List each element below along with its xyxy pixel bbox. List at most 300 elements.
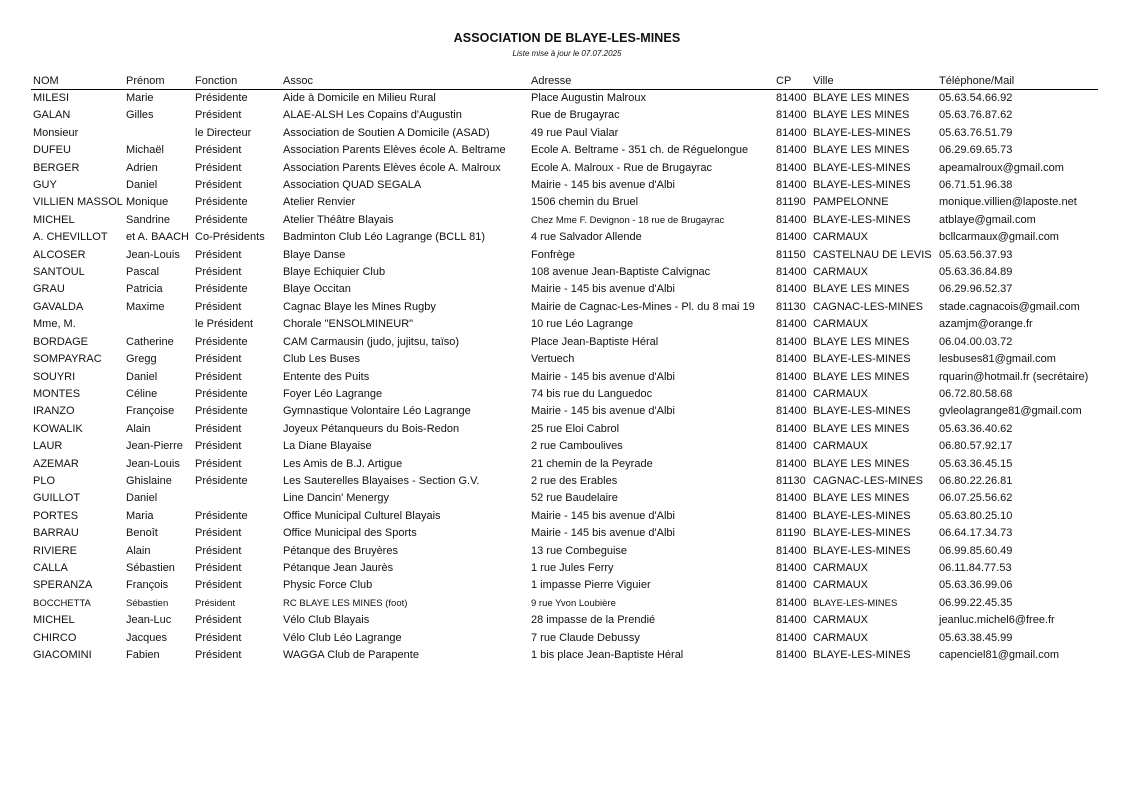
cell-cp: 81400	[776, 318, 807, 331]
cell-ville: BLAYE LES MINES	[813, 92, 910, 104]
column-header-prenom: Prénom	[124, 73, 193, 90]
cell-prenom: Monique	[126, 196, 169, 209]
cell-fonction: Présidente	[195, 405, 248, 418]
cell-ville: BLAYE-LES-MINES	[813, 179, 911, 192]
column-header-ville: Ville	[811, 73, 937, 90]
cell-prenom: Jean-Louis	[126, 248, 180, 261]
cell-fonction: Présidente	[195, 92, 248, 104]
cell-ville: CARMAUX	[813, 387, 869, 400]
document-subtitle: Liste mise à jour le 07.07.2025	[512, 49, 622, 58]
cell-ville: CARMAUX	[813, 266, 869, 279]
cell-assoc: Pétanque Jean Jaurès	[283, 561, 394, 574]
cell-assoc: Aide à Domicile en Milieu Rural	[283, 92, 436, 104]
cell-telephone-mail: 05.63.56.37.93	[939, 248, 1013, 261]
cell-nom: PORTES	[33, 509, 79, 522]
cell-ville: BLAYE LES MINES	[813, 144, 910, 157]
cell-nom: MICHEL	[33, 213, 75, 226]
cell-adresse: 1506 chemin du Bruel	[531, 196, 639, 209]
cell-nom: RIVIERE	[33, 544, 78, 557]
cell-adresse: 13 rue Combeguise	[531, 544, 628, 557]
cell-prenom: Ghislaine	[126, 474, 172, 487]
cell-nom: BARRAU	[33, 527, 79, 540]
cell-fonction: Président	[195, 597, 236, 609]
table-body	[31, 90, 1098, 665]
cell-cp: 81400	[776, 405, 807, 418]
cell-nom: IRANZO	[33, 405, 75, 418]
column-header-nom: NOM	[31, 73, 124, 90]
cell-fonction: Présidente	[195, 387, 248, 400]
cell-nom: LAUR	[33, 440, 63, 453]
cell-fonction: Président	[195, 457, 242, 470]
cell-nom: GIACOMINI	[33, 649, 92, 661]
cell-cp: 81400	[776, 457, 807, 470]
table-row	[31, 647, 1098, 664]
cell-cp: 81400	[776, 231, 807, 244]
cell-nom: GAVALDA	[33, 300, 84, 313]
cell-prenom: Sébastien	[126, 561, 175, 574]
cell-assoc: Atelier Théâtre Blayais	[283, 213, 394, 226]
cell-telephone-mail: 06.72.80.58.68	[939, 387, 1013, 400]
table-row	[31, 369, 1098, 386]
cell-fonction: Président	[195, 161, 242, 174]
cell-prenom: Alain	[126, 544, 151, 557]
cell-telephone-mail: monique.villien@laposte.net	[939, 196, 1077, 209]
cell-telephone-mail: stade.cagnacois@gmail.com	[939, 300, 1080, 313]
cell-fonction: Président	[195, 527, 242, 540]
cell-cp: 81190	[776, 196, 806, 209]
cell-prenom: Michaël	[126, 144, 164, 157]
cell-fonction: Président	[195, 300, 242, 313]
cell-ville: CARMAUX	[813, 614, 869, 627]
cell-nom: KOWALIK	[33, 422, 83, 435]
cell-assoc: Physic Force Club	[283, 579, 373, 592]
cell-prenom: Fabien	[126, 649, 160, 661]
cell-telephone-mail: 05.63.76.51.79	[939, 126, 1013, 139]
cell-nom: GUY	[33, 179, 57, 192]
cell-fonction: Président	[195, 266, 242, 279]
cell-prenom: Daniel	[126, 370, 158, 383]
cell-assoc: Gymnastique Volontaire Léo Lagrange	[283, 405, 471, 418]
cell-cp: 81400	[776, 440, 807, 453]
cell-cp: 81400	[776, 544, 807, 557]
cell-telephone-mail: 06.99.22.45.35	[939, 596, 1013, 609]
cell-fonction	[193, 490, 281, 507]
cell-cp: 81150	[776, 248, 806, 261]
cell-nom: A. CHEVILLOT	[33, 231, 108, 244]
cell-nom: GRAU	[33, 283, 65, 296]
table-row	[31, 560, 1098, 577]
cell-nom: BORDAGE	[33, 335, 89, 348]
cell-fonction: Président	[195, 579, 242, 592]
cell-cp: 81400	[776, 561, 807, 574]
cell-prenom: Maxime	[126, 300, 165, 313]
cell-nom: MILESI	[33, 92, 70, 104]
cell-adresse: 9 rue Yvon Loubière	[531, 597, 616, 609]
cell-cp: 81130	[776, 300, 806, 313]
cell-assoc: Les Sauterelles Blayaises - Section G.V.	[283, 474, 480, 487]
cell-adresse: 25 rue Eloi Cabrol	[531, 422, 620, 435]
cell-prenom: Patricia	[126, 283, 163, 296]
cell-adresse: Mairie - 145 bis avenue d'Albi	[531, 370, 675, 383]
cell-prenom: Céline	[126, 387, 158, 400]
table-row	[31, 456, 1098, 473]
cell-ville: BLAYE LES MINES	[813, 422, 910, 435]
cell-assoc: Association Parents Elèves école A. Beltrame	[283, 144, 506, 157]
cell-telephone-mail: 05.63.80.25.10	[939, 509, 1013, 522]
cell-prenom: François	[126, 579, 169, 592]
cell-telephone-mail: 05.63.76.87.62	[939, 109, 1013, 122]
table-row	[31, 194, 1098, 211]
table-row	[31, 386, 1098, 403]
cell-telephone-mail: 05.63.36.40.62	[939, 422, 1013, 435]
cell-assoc: La Diane Blayaise	[283, 440, 372, 453]
cell-ville: BLAYE LES MINES	[813, 370, 910, 383]
cell-ville: CAGNAC-LES-MINES	[813, 300, 924, 313]
cell-prenom: Jean-Pierre	[126, 440, 183, 453]
cell-adresse: Place Augustin Malroux	[531, 92, 646, 104]
table-row	[31, 264, 1098, 281]
cell-telephone-mail: bcllcarmaux@gmail.com	[939, 231, 1059, 244]
cell-assoc: WAGGA Club de Parapente	[283, 649, 419, 661]
cell-ville: CARMAUX	[813, 631, 869, 644]
cell-adresse: 74 bis rue du Languedoc	[531, 387, 653, 400]
cell-cp: 81400	[776, 370, 807, 383]
cell-prenom: Benoît	[126, 527, 158, 540]
table-header-row	[31, 73, 1098, 90]
cell-nom: SOMPAYRAC	[33, 353, 102, 366]
cell-telephone-mail: 06.99.85.60.49	[939, 544, 1013, 557]
cell-nom: BERGER	[33, 161, 80, 174]
cell-telephone-mail: 06.11.84.77.53	[939, 561, 1012, 574]
cell-cp: 81400	[776, 109, 807, 122]
cell-ville: BLAYE-LES-MINES	[813, 597, 898, 609]
table-row	[31, 107, 1098, 124]
document-title: ASSOCIATION DE BLAYE-LES-MINES	[453, 31, 681, 45]
cell-nom: MICHEL	[33, 614, 75, 627]
cell-adresse: 7 rue Claude Debussy	[531, 631, 640, 644]
cell-nom: BOCCHETTA	[33, 597, 91, 609]
cell-fonction: Président	[195, 422, 242, 435]
cell-fonction: Président	[195, 649, 242, 661]
column-header-telephone-mail: Téléphone/Mail	[937, 73, 1098, 90]
cell-assoc: Association Parents Elèves école A. Malroux	[283, 161, 501, 174]
cell-assoc: ALAE-ALSH Les Copains d'Augustin	[283, 109, 462, 122]
cell-cp: 81400	[776, 283, 807, 296]
table-row	[31, 473, 1098, 490]
table-row	[31, 630, 1098, 647]
cell-telephone-mail: 06.64.17.34.73	[939, 527, 1013, 540]
cell-assoc: Chorale "ENSOLMINEUR"	[283, 318, 414, 331]
cell-prenom: Jacques	[126, 631, 167, 644]
cell-telephone-mail: azamjm@orange.fr	[939, 318, 1033, 331]
cell-assoc: Blaye Echiquier Club	[283, 266, 386, 279]
table-row	[31, 595, 1098, 612]
cell-assoc: Badminton Club Léo Lagrange (BCLL 81)	[283, 231, 486, 244]
cell-adresse: Mairie - 145 bis avenue d'Albi	[531, 405, 675, 418]
cell-prenom: et A. BAACH	[126, 231, 189, 244]
cell-cp: 81400	[776, 422, 807, 435]
cell-assoc: Blaye Occitan	[283, 283, 351, 296]
cell-assoc: Vélo Club Léo Lagrange	[283, 631, 402, 644]
cell-assoc: Line Dancin' Menergy	[283, 492, 390, 505]
cell-cp: 81130	[776, 474, 806, 487]
cell-prenom: Sandrine	[126, 213, 171, 226]
table-row	[31, 212, 1098, 229]
cell-adresse: Place Jean-Baptiste Héral	[531, 335, 659, 348]
cell-telephone-mail: 06.80.22.26.81	[939, 474, 1013, 487]
cell-telephone-mail: 06.07.25.56.62	[939, 492, 1013, 505]
cell-assoc: Office Municipal Culturel Blayais	[283, 509, 441, 522]
cell-fonction: Président	[195, 614, 242, 627]
column-header-cp: CP	[774, 73, 811, 90]
cell-cp: 81400	[776, 126, 807, 139]
cell-ville: BLAYE-LES-MINES	[813, 161, 911, 174]
cell-cp: 81190	[776, 527, 806, 540]
cell-telephone-mail: 06.29.96.52.37	[939, 283, 1013, 296]
cell-prenom: Adrien	[126, 161, 158, 174]
cell-prenom: Pascal	[126, 266, 160, 279]
cell-telephone-mail: jeanluc.michel6@free.fr	[939, 614, 1055, 627]
cell-adresse: Rue de Brugayrac	[531, 109, 620, 122]
table-row	[31, 334, 1098, 351]
cell-assoc: Vélo Club Blayais	[283, 614, 370, 627]
cell-adresse: 108 avenue Jean-Baptiste Calvignac	[531, 266, 711, 279]
cell-fonction: Co-Présidents	[195, 231, 265, 244]
cell-cp: 81400	[776, 335, 807, 348]
cell-fonction: Président	[195, 561, 242, 574]
cell-fonction: Présidente	[195, 509, 248, 522]
cell-cp: 81400	[776, 353, 807, 366]
cell-adresse: 52 rue Baudelaire	[531, 492, 618, 505]
table-row	[31, 421, 1098, 438]
cell-cp: 81400	[776, 387, 807, 400]
table-row	[31, 177, 1098, 194]
cell-nom: VILLIEN MASSOL	[33, 196, 123, 209]
cell-ville: BLAYE-LES-MINES	[813, 353, 911, 366]
column-header-fonction: Fonction	[193, 73, 281, 90]
cell-prenom	[124, 125, 193, 142]
cell-cp: 81400	[776, 92, 807, 104]
cell-ville: BLAYE-LES-MINES	[813, 405, 911, 418]
cell-fonction: Président	[195, 370, 242, 383]
column-header-adresse: Adresse	[529, 73, 774, 90]
cell-adresse: 4 rue Salvador Allende	[531, 231, 642, 244]
cell-prenom: Gilles	[126, 109, 154, 122]
cell-adresse: Ecole A. Beltrame - 351 ch. de Réguelongue	[531, 144, 749, 157]
cell-ville: CARMAUX	[813, 318, 869, 331]
table-row	[31, 438, 1098, 455]
cell-adresse: Mairie de Cagnac-Les-Mines - Pl. du 8 mai 19	[531, 300, 755, 313]
cell-assoc: Office Municipal des Sports	[283, 527, 417, 540]
cell-nom: ALCOSER	[33, 248, 86, 261]
cell-nom: SANTOUL	[33, 266, 85, 279]
table-row	[31, 281, 1098, 298]
cell-assoc: Joyeux Pétanqueurs du Bois-Redon	[283, 422, 460, 435]
cell-adresse: Vertuech	[531, 353, 575, 366]
cell-nom: Monsieur	[33, 126, 79, 139]
cell-prenom: Daniel	[126, 179, 158, 192]
cell-adresse: Mairie - 145 bis avenue d'Albi	[531, 527, 675, 540]
column-header-assoc: Assoc	[281, 73, 529, 90]
table-row	[31, 247, 1098, 264]
cell-prenom: Catherine	[126, 335, 174, 348]
cell-adresse: 49 rue Paul Vialar	[531, 126, 619, 139]
cell-prenom: Françoise	[126, 405, 175, 418]
cell-fonction: Présidente	[195, 283, 248, 296]
cell-ville: CARMAUX	[813, 440, 869, 453]
cell-telephone-mail: lesbuses81@gmail.com	[939, 353, 1056, 366]
cell-fonction: Président	[195, 248, 242, 261]
cell-telephone-mail: capenciel81@gmail.com	[939, 649, 1060, 661]
cell-ville: PAMPELONNE	[813, 196, 889, 209]
cell-fonction: Présidente	[195, 196, 248, 209]
cell-telephone-mail: 06.71.51.96.38	[939, 179, 1013, 192]
cell-ville: BLAYE LES MINES	[813, 335, 910, 348]
cell-telephone-mail: atblaye@gmail.com	[939, 213, 1036, 226]
cell-telephone-mail: 05.63.36.99.06	[939, 579, 1013, 592]
cell-fonction: Président	[195, 631, 242, 644]
cell-ville: BLAYE-LES-MINES	[813, 213, 911, 226]
cell-adresse: 2 rue des Erables	[531, 474, 618, 487]
table-row	[31, 125, 1098, 142]
cell-ville: BLAYE LES MINES	[813, 457, 910, 470]
cell-prenom: Jean-Louis	[126, 457, 180, 470]
cell-telephone-mail: 05.63.38.45.99	[939, 631, 1013, 644]
cell-adresse: 1 impasse Pierre Viguier	[531, 579, 651, 592]
cell-fonction: Président	[195, 179, 242, 192]
table-row	[31, 403, 1098, 420]
cell-prenom: Sébastien	[126, 597, 169, 609]
cell-telephone-mail: 06.04.00.03.72	[939, 335, 1013, 348]
cell-ville: BLAYE-LES-MINES	[813, 544, 911, 557]
cell-ville: BLAYE-LES-MINES	[813, 126, 911, 139]
cell-prenom: Maria	[126, 509, 154, 522]
cell-prenom: Marie	[126, 92, 154, 104]
table-row	[31, 160, 1098, 177]
cell-assoc: Club Les Buses	[283, 353, 361, 366]
cell-telephone-mail: apeamalroux@gmail.com	[939, 161, 1064, 174]
cell-fonction: Présidente	[195, 213, 248, 226]
table-row	[31, 543, 1098, 560]
cell-adresse: Mairie - 145 bis avenue d'Albi	[531, 509, 675, 522]
cell-ville: CARMAUX	[813, 579, 869, 592]
cell-assoc: CAM Carmausin (judo, jujitsu, taïso)	[283, 335, 460, 348]
cell-ville: BLAYE LES MINES	[813, 283, 910, 296]
cell-cp: 81400	[776, 596, 807, 609]
cell-telephone-mail: 06.29.69.65.73	[939, 144, 1013, 157]
cell-adresse: Ecole A. Malroux - Rue de Brugayrac	[531, 161, 712, 174]
table-row	[31, 490, 1098, 507]
cell-prenom: Gregg	[126, 353, 157, 366]
cell-cp: 81400	[776, 649, 807, 661]
cell-adresse: 21 chemin de la Peyrade	[531, 457, 653, 470]
cell-assoc: Pétanque des Bruyères	[283, 544, 398, 557]
table-row	[31, 508, 1098, 525]
cell-prenom	[124, 316, 193, 333]
cell-telephone-mail: 05.63.36.45.15	[939, 457, 1013, 470]
cell-nom: CHIRCO	[33, 631, 77, 644]
cell-nom: MONTES	[33, 387, 81, 400]
cell-nom: CALLA	[33, 561, 68, 574]
association-table	[31, 73, 1098, 664]
cell-fonction: Présidente	[195, 335, 248, 348]
table-row	[31, 229, 1098, 246]
cell-adresse: 28 impasse de la Prendié	[531, 614, 656, 627]
cell-ville: CASTELNAU DE LEVIS	[813, 248, 932, 261]
table-row	[31, 142, 1098, 159]
cell-telephone-mail: gvleolagrange81@gmail.com	[939, 405, 1082, 418]
cell-adresse: 2 rue Camboulives	[531, 440, 623, 453]
cell-cp: 81400	[776, 266, 807, 279]
cell-cp: 81400	[776, 161, 807, 174]
cell-assoc: Association QUAD SEGALA	[283, 179, 422, 192]
cell-telephone-mail: 05.63.36.84.89	[939, 266, 1013, 279]
cell-nom: Mme, M.	[33, 318, 76, 331]
cell-assoc: Entente des Puits	[283, 370, 370, 383]
cell-telephone-mail: rquarin@hotmail.fr (secrétaire)	[939, 370, 1089, 383]
cell-fonction: Président	[195, 440, 242, 453]
cell-fonction: Président	[195, 544, 242, 557]
table-row	[31, 577, 1098, 594]
cell-cp: 81400	[776, 492, 807, 505]
cell-ville: BLAYE-LES-MINES	[813, 527, 911, 540]
cell-ville: BLAYE-LES-MINES	[813, 509, 911, 522]
cell-telephone-mail: 06.80.57.92.17	[939, 440, 1013, 453]
table-row	[31, 351, 1098, 368]
cell-nom: SOUYRI	[33, 370, 76, 383]
cell-prenom: Jean-Luc	[126, 614, 172, 627]
cell-assoc: Cagnac Blaye les Mines Rugby	[283, 300, 436, 313]
cell-fonction: Présidente	[195, 474, 248, 487]
cell-ville: BLAYE LES MINES	[813, 109, 910, 122]
cell-cp: 81400	[776, 631, 807, 644]
cell-adresse: Fonfrège	[531, 248, 576, 261]
cell-assoc: Les Amis de B.J. Artigue	[283, 457, 403, 470]
cell-nom: DUFEU	[33, 144, 71, 157]
cell-cp: 81400	[776, 509, 807, 522]
cell-ville: CARMAUX	[813, 231, 869, 244]
cell-ville: BLAYE LES MINES	[813, 492, 910, 505]
cell-assoc: Blaye Danse	[283, 248, 346, 261]
cell-nom: PLO	[33, 474, 56, 487]
cell-fonction: Président	[195, 144, 242, 157]
table-row	[31, 90, 1098, 108]
table-row	[31, 299, 1098, 316]
cell-adresse: 10 rue Léo Lagrange	[531, 318, 634, 331]
cell-fonction: le Président	[195, 318, 254, 331]
cell-ville: CAGNAC-LES-MINES	[813, 474, 924, 487]
cell-assoc: RC BLAYE LES MINES (foot)	[283, 597, 408, 609]
cell-adresse: 1 rue Jules Ferry	[531, 561, 614, 574]
cell-adresse: 1 bis place Jean-Baptiste Héral	[531, 649, 684, 661]
cell-nom: GALAN	[33, 109, 71, 122]
cell-adresse: Mairie - 145 bis avenue d'Albi	[531, 179, 675, 192]
cell-cp: 81400	[776, 144, 807, 157]
table-row	[31, 612, 1098, 629]
table-row	[31, 316, 1098, 333]
cell-fonction: Président	[195, 109, 242, 122]
cell-assoc: Atelier Renvier	[283, 196, 356, 209]
cell-assoc: Association de Soutien A Domicile (ASAD)	[283, 126, 490, 139]
cell-nom: AZEMAR	[33, 457, 79, 470]
cell-nom: GUILLOT	[33, 492, 81, 505]
cell-adresse: Chez Mme F. Devignon - 18 rue de Brugayrac	[531, 214, 725, 226]
cell-cp: 81400	[776, 179, 807, 192]
cell-cp: 81400	[776, 614, 807, 627]
cell-cp: 81400	[776, 579, 807, 592]
cell-fonction: le Directeur	[195, 126, 252, 139]
cell-prenom: Alain	[126, 422, 151, 435]
